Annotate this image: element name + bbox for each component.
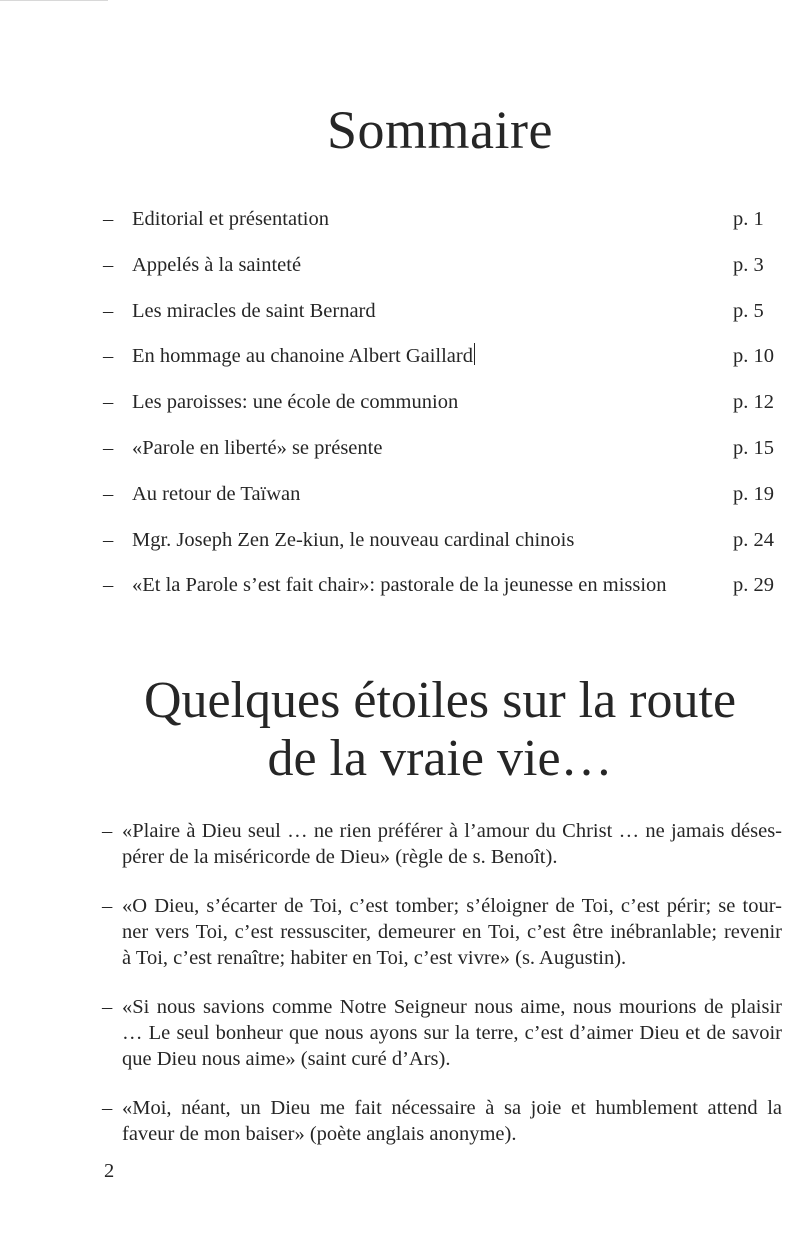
toc-entry bbox=[103, 204, 783, 250]
toc-title: «Et la Parole s’est fait chair»: pastorale de la jeunesse en mission bbox=[132, 574, 667, 597]
sommaire-heading: Sommaire bbox=[327, 100, 553, 160]
toc-title: Au retour de Taïwan bbox=[132, 482, 301, 505]
toc-title: «Parole en liberté» se présente bbox=[132, 436, 383, 459]
toc-entry bbox=[103, 479, 783, 525]
toc-page-number: p. 5 bbox=[733, 299, 764, 322]
etoiles-heading bbox=[0, 672, 800, 788]
toc-dash: – bbox=[103, 391, 114, 414]
toc-entry bbox=[103, 296, 783, 342]
page-number: 2 bbox=[104, 1160, 115, 1182]
quote-dash: – bbox=[102, 895, 113, 917]
toc-title: Les miracles de saint Bernard bbox=[132, 299, 376, 322]
toc-entry bbox=[103, 570, 783, 616]
toc-dash: – bbox=[103, 482, 114, 505]
quote-line: «Si nous savions comme Notre Seigneur nous aime, nous mourions de plaisir bbox=[122, 996, 782, 1018]
toc-page-number: p. 24 bbox=[733, 528, 774, 551]
quote-line: à Toi, c’est renaître; habiter en Toi, c’est vivre» (s. Augustin). bbox=[122, 947, 627, 969]
toc-dash: – bbox=[103, 528, 114, 551]
toc-entry bbox=[103, 341, 783, 387]
quote-line: «Moi, néant, un Dieu me fait nécessaire à sa joie et humblement attend la bbox=[122, 1097, 782, 1119]
quote-line: «O Dieu, s’écarter de Toi, c’est tomber; s’éloigner de Toi, c’est périr; se tour- bbox=[122, 895, 782, 917]
quote-line: … Le seul bonheur que nous ayons sur la terre, c’est d’aimer Dieu et de savoir bbox=[122, 1022, 782, 1044]
toc-dash: – bbox=[103, 345, 114, 368]
quote-line: pérer de la miséricorde de Dieu» (règle de s. Benoît). bbox=[122, 846, 558, 868]
quote-item bbox=[102, 818, 782, 870]
toc-entry bbox=[103, 525, 783, 571]
toc-title: En hommage au chanoine Albert Gaillard bbox=[132, 345, 473, 368]
toc-dash: – bbox=[103, 253, 114, 276]
toc-dash: – bbox=[103, 299, 114, 322]
toc-title: Editorial et présentation bbox=[132, 208, 329, 230]
toc-dash: – bbox=[103, 208, 114, 230]
quotes-list bbox=[102, 818, 782, 1170]
toc-title-with-cursor bbox=[132, 341, 475, 371]
scan-edge-line bbox=[0, 0, 108, 1]
toc-title: Les paroisses: une école de communion bbox=[132, 391, 459, 414]
toc-page-number: p. 10 bbox=[733, 345, 774, 368]
quote-line: faveur de mon baiser» (poète anglais anonyme). bbox=[122, 1123, 517, 1145]
toc-page-number: p. 15 bbox=[733, 436, 774, 459]
quote-line: que Dieu nous aime» (saint curé d’Ars). bbox=[122, 1048, 451, 1070]
quote-line: ner vers Toi, c’est ressusciter, demeurer en Toi, c’est être inébranlable; revenir bbox=[122, 921, 782, 943]
toc-dash: – bbox=[103, 574, 114, 597]
text-cursor bbox=[474, 343, 475, 365]
toc-dash: – bbox=[103, 436, 114, 459]
toc-page-number: p. 1 bbox=[733, 208, 764, 230]
toc-page-number: p. 29 bbox=[733, 574, 774, 597]
toc-page-number: p. 3 bbox=[733, 253, 764, 276]
quote-item bbox=[102, 893, 782, 971]
quote-item bbox=[102, 994, 782, 1072]
toc-title: Appelés à la sainteté bbox=[132, 253, 302, 276]
etoiles-heading-line: de la vraie vie… bbox=[267, 730, 613, 787]
quote-item bbox=[102, 1095, 782, 1147]
toc-entry bbox=[103, 250, 783, 296]
toc-entry bbox=[103, 387, 783, 433]
toc-title: Mgr. Joseph Zen Ze-kiun, le nouveau cardinal chinois bbox=[132, 528, 575, 551]
toc-entry bbox=[103, 433, 783, 479]
etoiles-heading-line: Quelques étoiles sur la route bbox=[143, 672, 737, 729]
quote-dash: – bbox=[102, 996, 113, 1018]
toc-page-number: p. 12 bbox=[733, 391, 774, 414]
quote-line: «Plaire à Dieu seul … ne rien préférer à l’amour du Christ … ne jamais déses- bbox=[122, 820, 782, 842]
quote-dash: – bbox=[102, 1097, 113, 1119]
table-of-contents bbox=[103, 204, 783, 616]
quote-dash: – bbox=[102, 820, 113, 842]
toc-page-number: p. 19 bbox=[733, 482, 774, 505]
